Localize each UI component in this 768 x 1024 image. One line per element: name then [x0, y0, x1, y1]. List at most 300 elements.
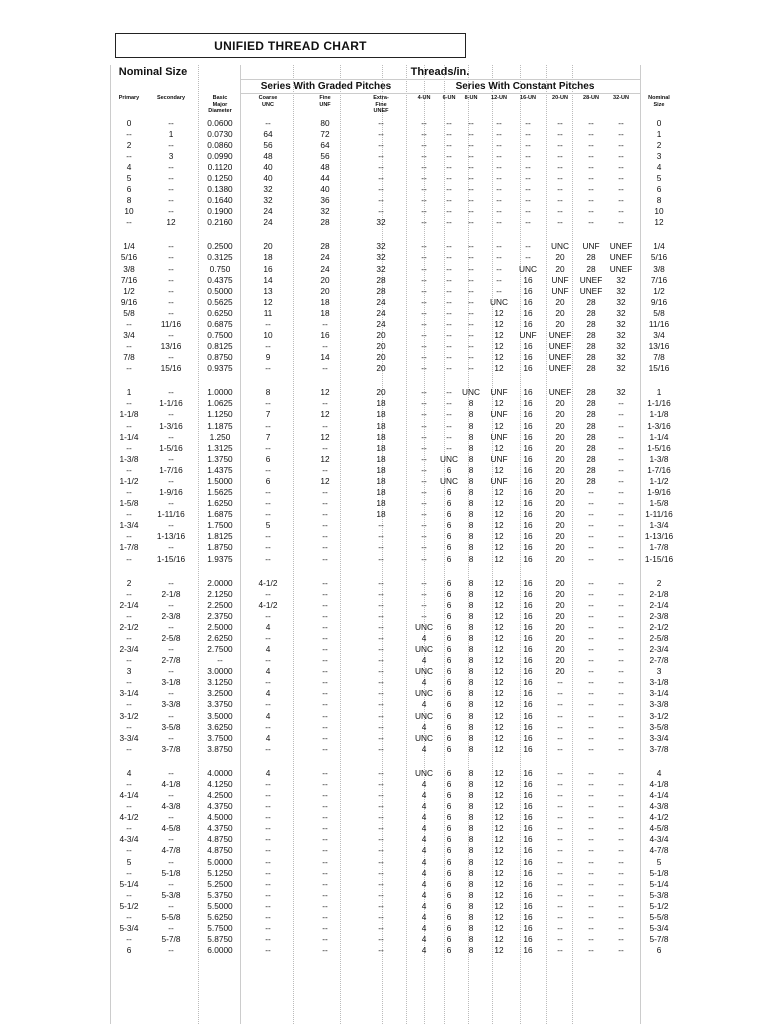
cell-secondary: 1-7/16: [159, 464, 183, 475]
cell-fine-unf: --: [322, 666, 328, 677]
table-row: [0, 319, 768, 330]
cell-32-un: --: [618, 823, 624, 834]
cell-20-un: --: [557, 699, 563, 710]
cell-32-un: --: [618, 801, 624, 812]
cell-28-un: 28: [586, 442, 596, 453]
cell-28-un: 28: [586, 296, 596, 307]
cell-nominal-size: 4: [656, 767, 662, 778]
cell-secondary: --: [168, 542, 174, 553]
cell-secondary: 1-3/16: [159, 420, 183, 431]
cell-6-un: 6: [446, 487, 452, 497]
cell-coarse-unc: --: [265, 900, 271, 911]
col-header-4-un: 4-UN: [417, 95, 431, 101]
cell-nominal-size: 8: [656, 195, 662, 206]
table-row: [0, 554, 768, 565]
cell-primary: --: [126, 464, 132, 475]
cell-secondary: 1-13/16: [156, 531, 186, 542]
cell-nominal-size: 4-3/8: [649, 801, 669, 812]
cell-16-un: 16: [523, 475, 533, 486]
cell-4-un: --: [421, 599, 427, 610]
cell-fine-unf: --: [322, 442, 328, 453]
cell-nominal-size: 5-1/4: [649, 878, 669, 889]
cell-primary: --: [126, 845, 132, 856]
cell-primary: 1-3/4: [119, 520, 139, 531]
cell-nominal-size: 1: [656, 387, 662, 398]
cell-20-un: 20: [555, 475, 565, 486]
cell-20-un: 20: [555, 655, 565, 666]
cell-basic-major-diameter: 0.1900: [207, 206, 233, 217]
cell-16-un: 16: [523, 644, 533, 654]
cell-primary: --: [126, 801, 132, 812]
cell-basic-major-diameter: 0.5000: [207, 285, 233, 296]
cell-coarse-unc: --: [265, 721, 271, 732]
cell-secondary: 2-3/8: [161, 610, 181, 621]
cell-28-un: --: [588, 542, 594, 553]
cell-16-un: 16: [523, 577, 533, 588]
cell-8-un: --: [468, 352, 474, 363]
cell-8-un: 8: [468, 420, 474, 431]
cell-28-un: --: [588, 498, 594, 509]
cell-fine-unf: --: [322, 542, 328, 553]
cell-secondary: 3-1/8: [161, 677, 181, 688]
cell-fine-unf: 18: [320, 296, 330, 307]
table-row: [0, 868, 768, 879]
cell-32-un: UNEF: [609, 241, 633, 252]
cell-nominal-size: 10: [654, 206, 664, 217]
cell-32-un: 32: [616, 329, 626, 340]
cell-fine-unf: --: [322, 655, 328, 666]
cell-primary: 1-1/2: [119, 475, 139, 486]
cell-4-un: UNC: [415, 710, 433, 721]
cell-4-un: 4: [421, 801, 427, 812]
cell-12-un: 12: [494, 363, 504, 374]
cell-fine-unf: --: [322, 812, 328, 823]
cell-28-un: --: [588, 117, 594, 128]
cell-primary: 3-1/4: [119, 688, 139, 699]
cell-secondary: --: [168, 195, 174, 206]
cell-secondary: 3-5/8: [161, 721, 181, 732]
cell-6-un: --: [446, 442, 452, 453]
cell-primary: --: [126, 823, 132, 834]
cell-16-un: 16: [523, 398, 533, 409]
cell-16-un: 16: [523, 274, 533, 285]
cell-16-un: 16: [523, 498, 533, 509]
cell-extra-fine-unef: --: [378, 790, 384, 800]
cell-fine-unf: --: [322, 487, 328, 497]
cell-fine-unf: --: [322, 520, 328, 531]
cell-6-un: --: [446, 420, 452, 431]
cell-extra-fine-unef: --: [378, 900, 384, 911]
cell-primary: --: [126, 699, 132, 710]
cell-8-un: 8: [468, 767, 474, 778]
table-row: [0, 341, 768, 352]
cell-fine-unf: --: [322, 577, 328, 588]
cell-8-un: 8: [468, 945, 474, 956]
cell-16-un: 16: [523, 743, 533, 754]
table-row: [0, 275, 768, 286]
cell-6-un: 6: [446, 644, 452, 654]
cell-coarse-unc: 14: [263, 274, 273, 285]
cell-4-un: UNC: [415, 688, 433, 699]
cell-coarse-unc: --: [265, 498, 271, 509]
cell-nominal-size: 3: [656, 150, 662, 161]
cell-20-un: --: [557, 812, 563, 823]
cell-16-un: --: [525, 206, 531, 217]
table-row: [0, 600, 768, 611]
cell-primary: 1/2: [123, 285, 135, 296]
cell-28-un: --: [588, 172, 594, 183]
cell-32-un: --: [618, 767, 624, 778]
cell-32-un: --: [618, 834, 624, 845]
cell-16-un: 16: [523, 922, 533, 933]
cell-20-un: --: [557, 150, 563, 161]
cell-basic-major-diameter: 2.1250: [207, 588, 233, 599]
cell-nominal-size: 5-3/8: [649, 889, 669, 900]
cell-primary: 1/4: [123, 241, 135, 252]
cell-16-un: 16: [523, 934, 533, 944]
table-row: [0, 688, 768, 699]
cell-16-un: 16: [523, 387, 533, 398]
cell-fine-unf: 20: [320, 285, 330, 296]
cell-4-un: --: [421, 431, 427, 442]
cell-secondary: --: [168, 206, 174, 217]
cell-basic-major-diameter: 1.6875: [207, 509, 233, 520]
cell-8-un: --: [468, 318, 474, 329]
cell-fine-unf: --: [322, 922, 328, 933]
cell-8-un: --: [468, 184, 474, 194]
cell-32-un: --: [618, 487, 624, 497]
cell-fine-unf: 12: [320, 409, 330, 420]
cell-extra-fine-unef: --: [378, 778, 384, 789]
cell-8-un: 8: [468, 823, 474, 834]
cell-8-un: 8: [468, 520, 474, 531]
table-row: [0, 801, 768, 812]
cell-basic-major-diameter: 0.1640: [207, 195, 233, 206]
cell-4-un: --: [421, 409, 427, 420]
cell-8-un: 8: [468, 878, 474, 889]
cell-28-un: 28: [586, 398, 596, 409]
cell-basic-major-diameter: 1.8125: [207, 531, 233, 542]
cell-4-un: --: [421, 475, 427, 486]
cell-20-un: --: [557, 217, 563, 228]
nominal-size-header: Nominal Size: [118, 66, 188, 78]
cell-8-un: 8: [468, 732, 474, 743]
cell-coarse-unc: 4-1/2: [258, 577, 278, 588]
cell-fine-unf: 64: [320, 139, 330, 150]
cell-basic-major-diameter: 1.6250: [207, 498, 233, 509]
cell-16-un: 16: [523, 767, 533, 778]
cell-12-un: 12: [494, 420, 504, 431]
cell-16-un: 16: [523, 542, 533, 553]
col-header-coarse-unc: Coarse UNC: [258, 95, 278, 108]
cell-20-un: --: [557, 911, 563, 922]
cell-fine-unf: --: [322, 588, 328, 599]
cell-coarse-unc: --: [265, 801, 271, 812]
cell-fine-unf: 80: [320, 117, 330, 128]
cell-coarse-unc: --: [265, 867, 271, 878]
table-row: [0, 409, 768, 420]
cell-6-un: 6: [446, 767, 452, 778]
cell-4-un: --: [421, 577, 427, 588]
table-row: [0, 118, 768, 129]
cell-secondary: 4-1/8: [161, 778, 181, 789]
cell-32-un: --: [618, 778, 624, 789]
cell-12-un: 12: [494, 632, 504, 643]
cell-8-un: 8: [468, 655, 474, 666]
cell-basic-major-diameter: 3.6250: [207, 721, 233, 732]
cell-12-un: --: [496, 274, 502, 285]
cell-16-un: 16: [523, 318, 533, 329]
cell-primary: 3/8: [123, 263, 135, 274]
cell-4-un: --: [421, 610, 427, 621]
col-header-nominal-size: Nominal Size: [648, 95, 670, 108]
cell-16-un: 16: [523, 610, 533, 621]
cell-20-un: --: [557, 677, 563, 688]
cell-16-un: --: [525, 161, 531, 172]
cell-16-un: 16: [523, 790, 533, 800]
cell-basic-major-diameter: 2.6250: [207, 632, 233, 643]
cell-32-un: --: [618, 610, 624, 621]
cell-coarse-unc: --: [265, 934, 271, 944]
cell-primary: 3-3/4: [119, 732, 139, 743]
cell-32-un: --: [618, 878, 624, 889]
cell-4-un: 4: [421, 867, 427, 878]
cell-12-un: 12: [494, 487, 504, 497]
cell-primary: --: [126, 420, 132, 431]
cell-4-un: 4: [421, 900, 427, 911]
cell-secondary: 2-7/8: [161, 655, 181, 666]
cell-fine-unf: --: [322, 732, 328, 743]
cell-6-un: --: [446, 409, 452, 420]
cell-16-un: 16: [523, 588, 533, 599]
cell-primary: 5-3/4: [119, 922, 139, 933]
cell-12-un: 12: [494, 721, 504, 732]
table-row: [0, 666, 768, 677]
cell-nominal-size: 1-1/8: [649, 409, 669, 420]
cell-extra-fine-unef: --: [378, 666, 384, 677]
cell-12-un: 12: [494, 498, 504, 509]
cell-16-un: 16: [523, 732, 533, 743]
cell-16-un: --: [525, 139, 531, 150]
cell-primary: 1: [126, 387, 132, 398]
cell-4-un: --: [421, 352, 427, 363]
cell-32-un: --: [618, 128, 624, 139]
cell-12-un: 12: [494, 823, 504, 834]
cell-28-un: 28: [586, 363, 596, 374]
cell-4-un: --: [421, 285, 427, 296]
cell-nominal-size: 3: [656, 666, 662, 677]
cell-coarse-unc: --: [265, 420, 271, 431]
cell-28-un: 28: [586, 341, 596, 351]
cell-6-un: --: [446, 274, 452, 285]
cell-6-un: 6: [446, 655, 452, 666]
cell-secondary: --: [168, 666, 174, 677]
cell-nominal-size: 15/16: [648, 363, 670, 374]
cell-8-un: 8: [468, 531, 474, 542]
cell-secondary: --: [168, 767, 174, 778]
cell-primary: 3/4: [123, 329, 135, 340]
cell-32-un: --: [618, 743, 624, 754]
cell-28-un: --: [588, 710, 594, 721]
cell-secondary: --: [168, 139, 174, 150]
cell-4-un: --: [421, 420, 427, 431]
cell-basic-major-diameter: 2.0000: [207, 577, 233, 588]
cell-16-un: 16: [523, 520, 533, 531]
cell-extra-fine-unef: --: [378, 710, 384, 721]
cell-6-un: 6: [446, 801, 452, 812]
cell-extra-fine-unef: --: [378, 644, 384, 654]
cell-primary: --: [126, 655, 132, 666]
cell-6-un: 6: [446, 632, 452, 643]
cell-basic-major-diameter: 1.7500: [207, 520, 233, 531]
cell-12-un: --: [496, 263, 502, 274]
cell-8-un: --: [468, 296, 474, 307]
cell-extra-fine-unef: --: [378, 823, 384, 834]
cell-secondary: --: [168, 599, 174, 610]
table-row: [0, 217, 768, 228]
table-row: [0, 722, 768, 733]
cell-28-un: --: [588, 699, 594, 710]
cell-extra-fine-unef: --: [378, 150, 384, 161]
cell-28-un: --: [588, 721, 594, 732]
cell-coarse-unc: --: [265, 553, 271, 564]
cell-4-un: 4: [421, 677, 427, 688]
cell-12-un: 12: [494, 732, 504, 743]
cell-extra-fine-unef: --: [378, 732, 384, 743]
cell-6-un: --: [446, 241, 452, 252]
cell-8-un: 8: [468, 666, 474, 677]
cell-primary: 1-1/4: [119, 431, 139, 442]
cell-basic-major-diameter: 0.8750: [207, 352, 233, 363]
cell-extra-fine-unef: --: [378, 922, 384, 933]
table-row: [0, 252, 768, 263]
cell-secondary: --: [168, 856, 174, 867]
cell-32-un: --: [618, 420, 624, 431]
cell-basic-major-diameter: 0.750: [209, 263, 231, 274]
cell-16-un: 16: [523, 945, 533, 956]
cell-12-un: 12: [494, 655, 504, 666]
cell-6-un: --: [446, 128, 452, 139]
cell-primary: --: [126, 778, 132, 789]
cell-fine-unf: --: [322, 363, 328, 374]
cell-coarse-unc: 6: [265, 453, 271, 464]
cell-fine-unf: --: [322, 911, 328, 922]
cell-28-un: --: [588, 161, 594, 172]
cell-12-un: 12: [494, 878, 504, 889]
table-row: [0, 779, 768, 790]
cell-extra-fine-unef: 18: [376, 409, 386, 420]
cell-6-un: 6: [446, 666, 452, 677]
cell-extra-fine-unef: 18: [376, 398, 386, 409]
cell-20-un: --: [557, 856, 563, 867]
cell-primary: --: [126, 610, 132, 621]
cell-primary: 4-1/2: [119, 812, 139, 823]
cell-6-un: 6: [446, 790, 452, 800]
table-row: [0, 834, 768, 845]
cell-extra-fine-unef: --: [378, 117, 384, 128]
table-row: [0, 387, 768, 398]
cell-28-un: --: [588, 677, 594, 688]
cell-32-un: --: [618, 520, 624, 531]
cell-extra-fine-unef: --: [378, 553, 384, 564]
cell-nominal-size: 1-9/16: [647, 487, 671, 497]
cell-6-un: --: [446, 217, 452, 228]
cell-16-un: 16: [523, 677, 533, 688]
cell-32-un: --: [618, 677, 624, 688]
cell-fine-unf: 72: [320, 128, 330, 139]
cell-coarse-unc: --: [265, 823, 271, 834]
cell-12-un: 12: [494, 621, 504, 632]
cell-primary: 5: [126, 856, 132, 867]
col-header-6-un: 6-UN: [442, 95, 456, 101]
cell-32-un: --: [618, 409, 624, 420]
cell-8-un: 8: [468, 934, 474, 944]
cell-28-un: --: [588, 732, 594, 743]
cell-coarse-unc: 10: [263, 329, 273, 340]
col-header-12-un: 12-UN: [491, 95, 507, 101]
cell-4-un: 4: [421, 778, 427, 789]
cell-28-un: 28: [586, 318, 596, 329]
cell-4-un: --: [421, 553, 427, 564]
cell-28-un: --: [588, 217, 594, 228]
cell-secondary: 4-5/8: [161, 823, 181, 834]
cell-extra-fine-unef: 20: [376, 341, 386, 351]
cell-4-un: 4: [421, 655, 427, 666]
cell-4-un: 4: [421, 834, 427, 845]
cell-28-un: UNEF: [579, 274, 603, 285]
col-header-8-un: 8-UN: [464, 95, 478, 101]
cell-12-un: 12: [494, 464, 504, 475]
cell-8-un: 8: [468, 644, 474, 654]
cell-primary: 5/16: [120, 252, 138, 263]
cell-fine-unf: --: [322, 743, 328, 754]
cell-secondary: 13/16: [160, 341, 182, 351]
cell-nominal-size: 3-1/8: [649, 677, 669, 688]
cell-nominal-size: 2-1/4: [649, 599, 669, 610]
cell-28-un: --: [588, 577, 594, 588]
cell-primary: 6: [126, 184, 132, 194]
cell-8-un: 8: [468, 553, 474, 564]
cell-fine-unf: 12: [320, 453, 330, 464]
cell-nominal-size: 12: [654, 217, 664, 228]
cell-8-un: 8: [468, 588, 474, 599]
cell-32-un: --: [618, 172, 624, 183]
cell-fine-unf: 56: [320, 150, 330, 161]
cell-primary: 3-1/2: [119, 710, 139, 721]
cell-coarse-unc: --: [265, 945, 271, 956]
cell-4-un: --: [421, 442, 427, 453]
cell-extra-fine-unef: --: [378, 577, 384, 588]
cell-basic-major-diameter: 0.0600: [207, 117, 233, 128]
cell-fine-unf: --: [322, 790, 328, 800]
cell-4-un: --: [421, 542, 427, 553]
cell-extra-fine-unef: --: [378, 139, 384, 150]
cell-fine-unf: --: [322, 834, 328, 845]
cell-12-un: 12: [494, 688, 504, 699]
cell-16-un: --: [525, 252, 531, 263]
cell-extra-fine-unef: --: [378, 161, 384, 172]
cell-primary: --: [126, 889, 132, 900]
cell-secondary: --: [168, 263, 174, 274]
cell-6-un: --: [446, 352, 452, 363]
cell-4-un: 4: [421, 911, 427, 922]
cell-16-un: 16: [523, 553, 533, 564]
cell-8-un: --: [468, 307, 474, 318]
cell-20-un: --: [557, 834, 563, 845]
cell-nominal-size: 2-1/2: [649, 621, 669, 632]
cell-coarse-unc: --: [265, 588, 271, 599]
table-row: [0, 711, 768, 722]
